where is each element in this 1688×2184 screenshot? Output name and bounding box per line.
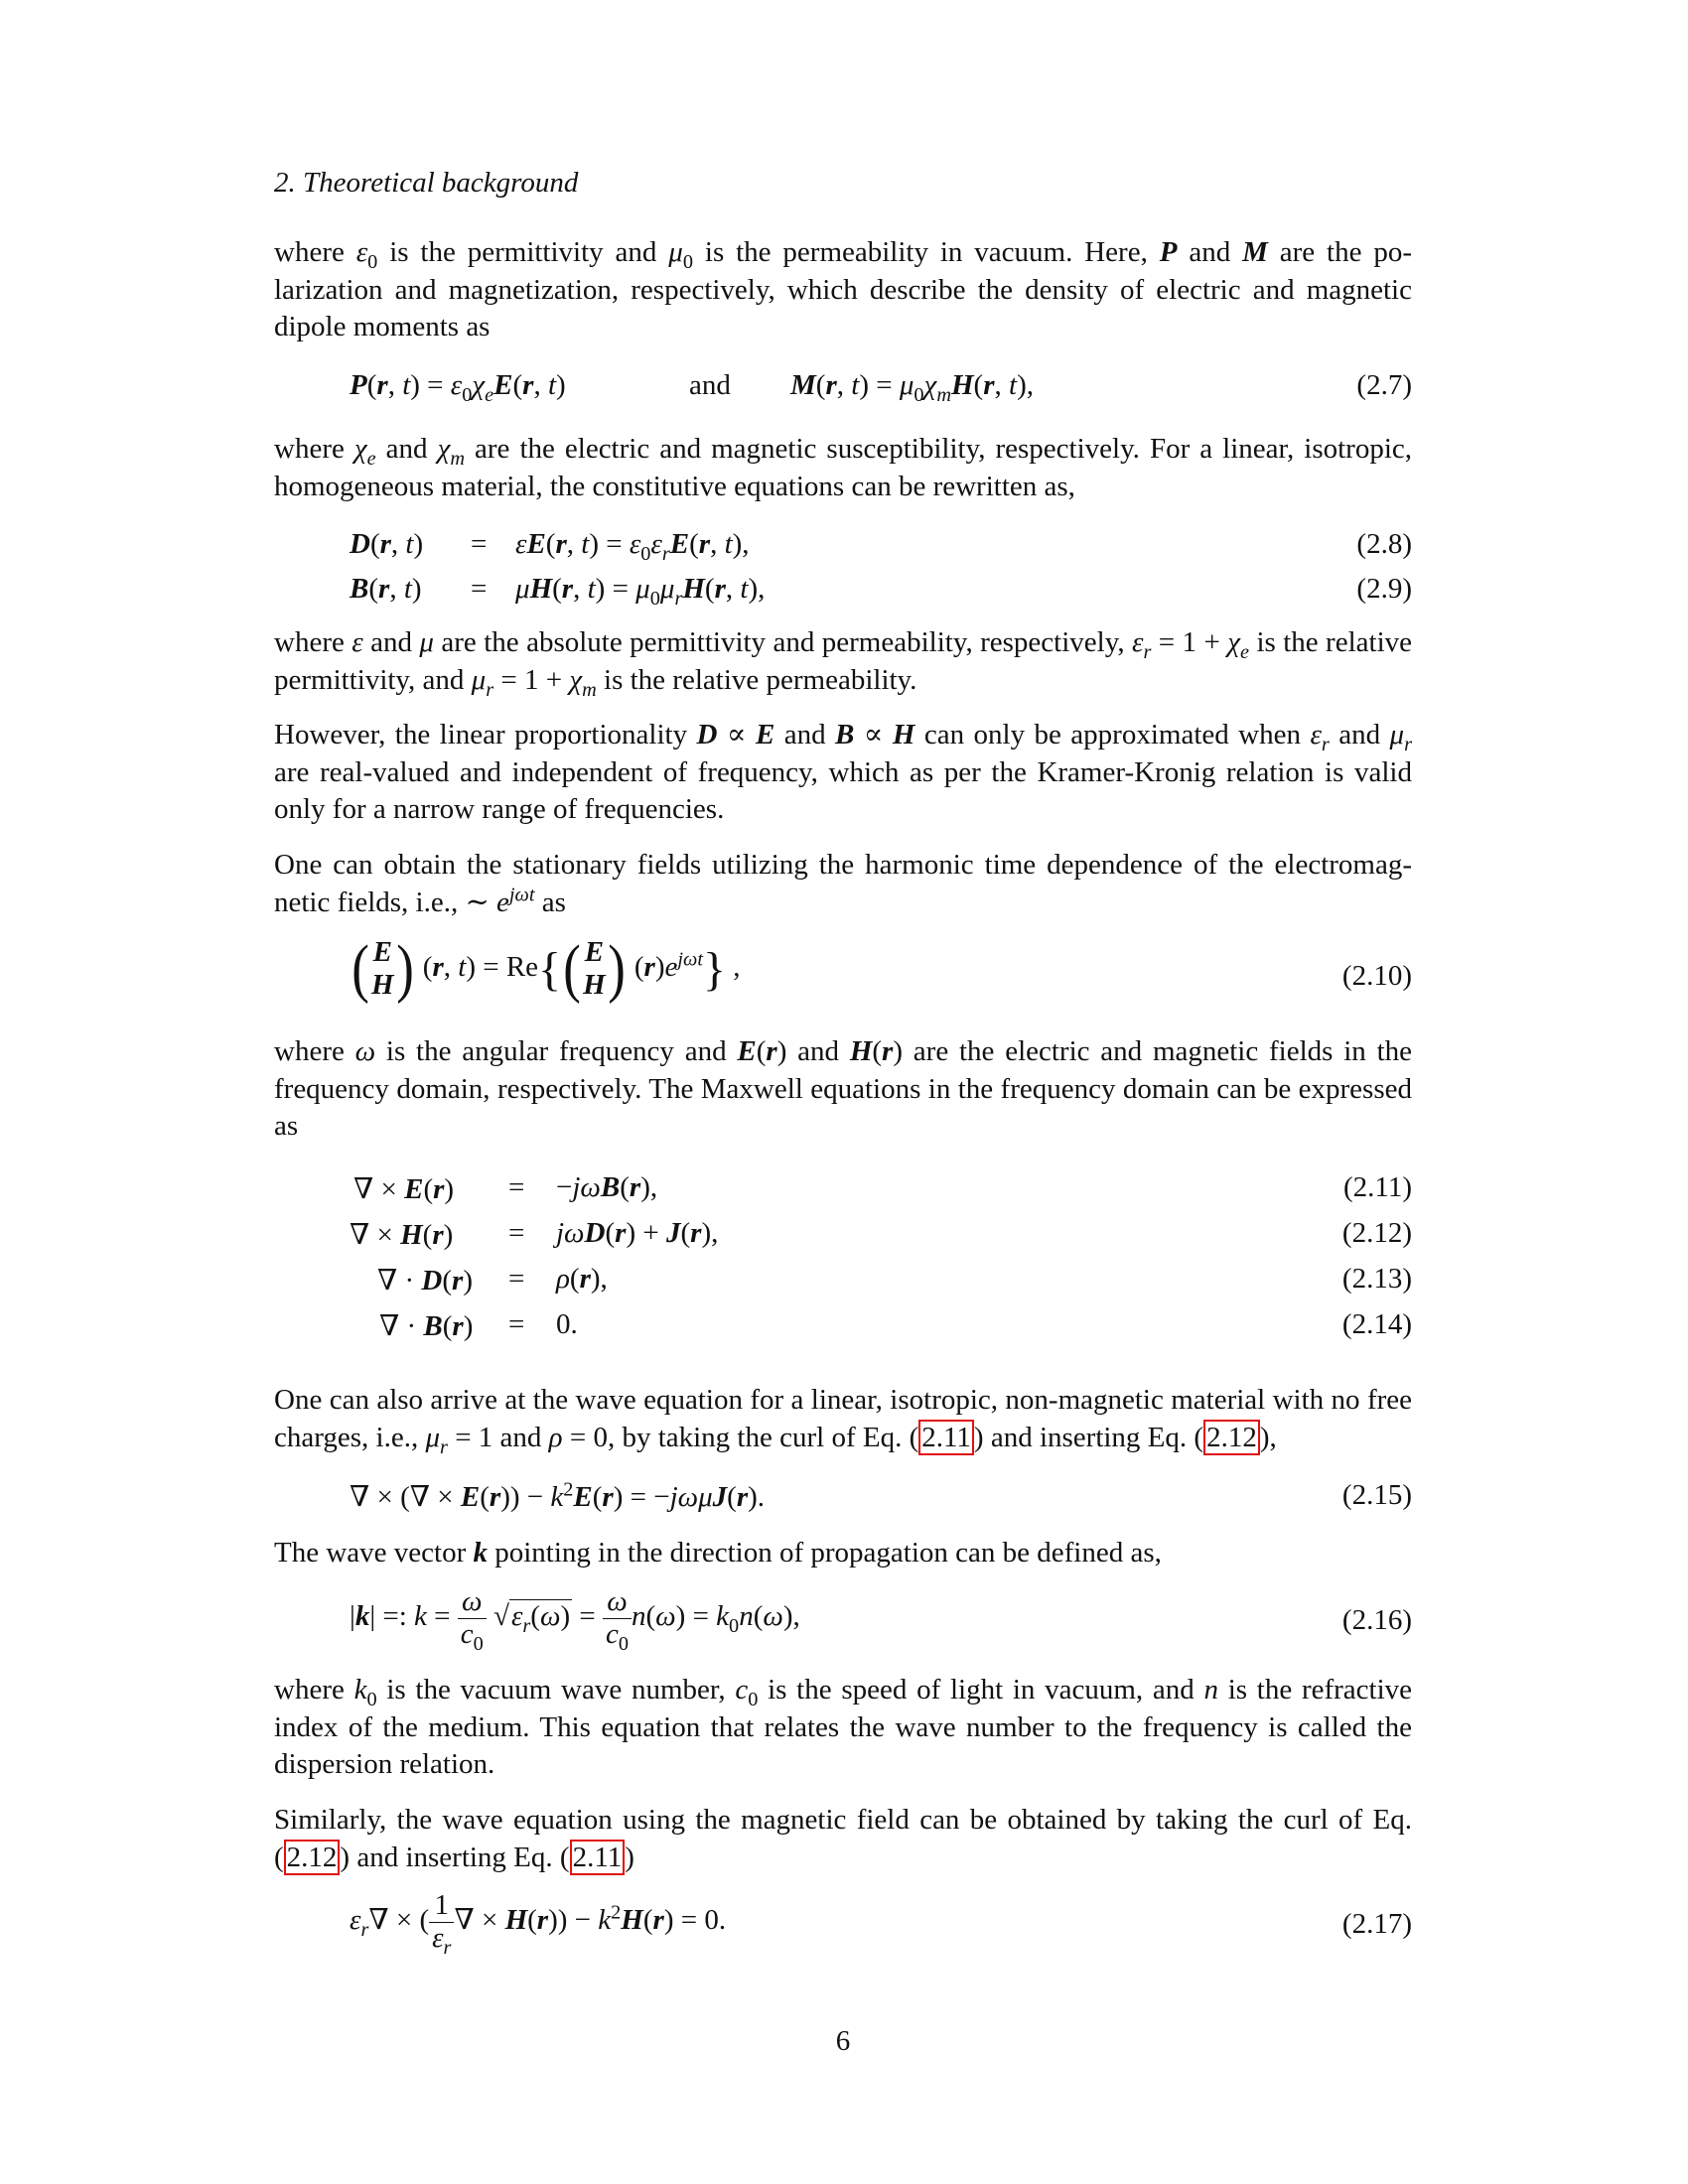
paragraph-absolute-permittivity: where ε and μ are the absolute permittivity and permeability, respectively, $\varepsilon_r = 1 + \chi_e$ is the relative permittivity, and $\mu_r = 1 + \chi_m$ is the relative permeability.: [274, 626, 1413, 701]
paragraph-frequency-domain: where ω is the angular frequency and E(r) and H(r) are the electric and magnetic fields in the frequency domain, respectively. The Maxwell equations in the frequency domain can be expressed as: [274, 1035, 1413, 1142]
paragraph-dispersion: where $k_0$ is the vacuum wave number, $c_0$ is the speed of light in vacuum, and n is the refractive index of the medium. This equation that relates the wave number to the frequency is called the dispersion relation.: [274, 1674, 1413, 1780]
equation-number: (2.15): [1341, 1479, 1412, 1511]
running-header: 2. Theoretical background: [274, 167, 579, 199]
and-word: and: [689, 369, 731, 401]
equation-2-14: ∇ · B(r) = 0. (2.14): [379, 1308, 1412, 1342]
paragraph-susceptibility: where $\chi_e$ and $\chi_m$ are the electric and magnetic susceptibility, respectively. For a linear, isotropic, homogeneous material, the constitutive equations can be rewritten as,: [274, 433, 1413, 502]
equation-2-12: ∇ × H(r) = jωD(r) + J(r), (2.12): [350, 1217, 1412, 1251]
equation-2-10: ( E H) (r, t) = Re{( E H) $(r)e^{j\omega t}$} , (2.10): [352, 932, 1412, 1006]
equation-reference-link[interactable]: 2.11: [918, 1420, 974, 1455]
paragraph-stationary-fields: One can obtain the stationary fields utilizing the harmonic time dependence of the electromag-netic fields, i.e., ∼ $e^{j\omega t}$ as: [274, 849, 1412, 918]
equation-number: (2.11): [1343, 1171, 1412, 1203]
equation-2-11: ∇ × E(r) = −jωB(r), (2.11): [353, 1171, 1412, 1205]
paragraph-wave-equation: One can also arrive at the wave equation for a linear, isotropic, non-magnetic material with no free charges, i.e., $\mu_r = 1$ and ρ = 0, by taking the curl of Eq. ( 2.11 ) and inserting Eq. ( 2.12 ),: [274, 1384, 1412, 1458]
equation-2-16: |k| =: k = $\frac{\omega}{c_0}$ $√\varepsilon_r(\omega)$ = $\frac{\omega}{c_0}$ $n(\omega) = k_0n(\omega)$, (2.16): [350, 1585, 1412, 1655]
equation-reference-link[interactable]: 2.12: [284, 1840, 341, 1875]
equation-number: (2.13): [1341, 1263, 1412, 1295]
equation-number: (2.10): [1341, 960, 1412, 992]
equation-2-9: B(r, t) = μH(r, $t) = \mu_0\mu_rH(r$, t), (2.9): [350, 573, 1412, 610]
equation-reference-link[interactable]: 2.11: [570, 1840, 626, 1875]
re-operator: Re: [505, 951, 539, 983]
page-number: 6: [835, 2025, 851, 2057]
equation-2-15: ∇ × (∇ × $E(r)) - k^2E(r) = -j\omega\mu J(r)$. (2.15): [350, 1478, 1412, 1513]
paragraph-wave-vector: The wave vector k pointing in the direction of propagation can be defined as,: [274, 1537, 1162, 1569]
equation-number: (2.12): [1341, 1217, 1412, 1249]
equation-number: (2.8): [1356, 528, 1412, 560]
equation-number: (2.9): [1356, 573, 1412, 605]
equation-number: (2.16): [1341, 1604, 1412, 1636]
equation-2-8: D(r, t) = εE(r, $t) = \varepsilon_0\varepsilon_rE(r$, t), (2.8): [350, 528, 1412, 565]
equation-2-7: P(r, $t) = \varepsilon_0\chi_eE(r$, t) and M(r, $t) = \mu_0\chi_mH(r$, t), (2.7): [350, 369, 1412, 406]
paragraph-proportionality: However, the linear proportionality D ∝ E and B ∝ H can only be approximated when $\varepsilon_r$ and $\mu_r$ are real-valued and independent of frequency, which as per the Kramer-Kronig relation is valid only for a narrow range of frequencies.: [274, 719, 1412, 825]
equation-2-17: $\varepsilon_r\nabla$ × ( $\frac{1}{\varepsilon_r}$ ∇ × $H(r)) - k^2H(r) = 0$. (2.17): [350, 1889, 1412, 1959]
equation-reference-link[interactable]: 2.12: [1203, 1420, 1260, 1455]
equation-2-13: ∇ · D(r) = ρ(r), (2.13): [377, 1263, 1412, 1297]
equation-number: (2.7): [1356, 369, 1412, 401]
equation-number: (2.17): [1341, 1908, 1412, 1940]
paragraph-intro: where $\varepsilon_0$ is the permittivity and $\mu_0$ is the permeability in vacuum. Here, P and M are the po-larization and magnetization, respectively, which describe the density of electric and magnetic dipole moments as: [274, 236, 1413, 342]
equation-number: (2.14): [1341, 1308, 1412, 1340]
paragraph-magnetic-wave: Similarly, the wave equation using the magnetic field can be obtained by taking the curl of Eq. ( 2.12 ) and inserting Eq. ( 2.11 ): [274, 1804, 1412, 1873]
